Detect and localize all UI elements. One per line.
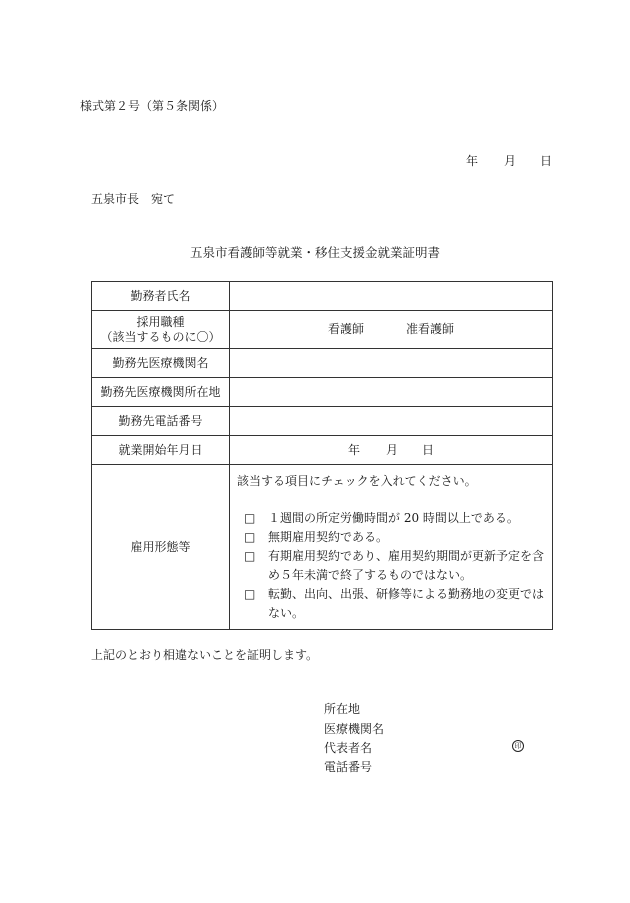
employment-type-cell [230, 465, 553, 630]
checkbox[interactable]: □ [244, 511, 256, 525]
checkbox[interactable]: □ [244, 530, 256, 544]
employment-type-label: 雇用形態等 [92, 465, 230, 630]
job-type-label-line2: （該当するものに〇） [100, 329, 221, 344]
document-title: 五泉市看護師等就業・移住支援金就業証明書 [189, 245, 440, 260]
table-row [92, 311, 553, 349]
certification-statement: 上記のとおり相違ないことを証明します。 [91, 648, 319, 662]
employment-check-item [237, 585, 546, 623]
job-type-options [230, 311, 553, 349]
worker-name-field[interactable] [230, 282, 553, 311]
job-type-label [92, 311, 230, 349]
signature-institution-label: 医療機関名 [324, 722, 385, 736]
signature-address-label: 所在地 [324, 702, 361, 716]
employment-check-item [237, 528, 546, 547]
institution-phone-field[interactable] [230, 407, 553, 436]
check-item-text: １週間の所定労働時間が 20 時間以上である。 [268, 511, 519, 525]
issue-date [466, 152, 552, 169]
signature-representative-label: 代表者名 [324, 741, 373, 755]
checkbox[interactable]: □ [244, 587, 256, 601]
employment-instruction: 該当する項目にチェックを入れてください。 [237, 474, 477, 488]
institution-address-field[interactable] [230, 378, 553, 407]
worker-name-label: 勤務者氏名 [92, 282, 230, 311]
table-row [92, 349, 553, 378]
check-item-text: 有期雇用契約であり、雇用契約期間が更新予定を含め５年未満で終了するものではない。 [268, 549, 545, 582]
table-row [92, 407, 553, 436]
institution-name-field[interactable] [230, 349, 553, 378]
seal-mark: 印 [512, 740, 524, 752]
start-date-field[interactable] [230, 436, 553, 465]
table-row [92, 436, 553, 465]
start-month: 月 [385, 442, 398, 457]
table-row [92, 465, 553, 630]
start-date-label: 就業開始年月日 [92, 436, 230, 465]
addressee: 五泉市長 宛て [91, 192, 176, 206]
institution-name-label: 勤務先医療機関名 [92, 349, 230, 378]
job-type-label-line1: 採用職種 [136, 314, 185, 329]
job-option-nurse[interactable]: 看護師 [328, 322, 365, 336]
date-month: 月 [504, 154, 517, 168]
check-item-text: 無期雇用契約である。 [268, 530, 389, 544]
institution-address-label: 勤務先医療機関所在地 [92, 378, 230, 407]
certificate-table [91, 281, 553, 630]
signature-phone-label: 電話番号 [324, 760, 373, 774]
date-day: 日 [540, 154, 553, 168]
employment-check-item [237, 509, 546, 528]
start-year: 年 [347, 442, 360, 457]
form-number: 様式第２号（第５条関係） [80, 99, 225, 113]
start-day: 日 [422, 442, 435, 457]
date-year: 年 [466, 154, 479, 168]
institution-phone-label: 勤務先電話番号 [92, 407, 230, 436]
job-option-assistant-nurse[interactable]: 准看護師 [406, 322, 455, 336]
checkbox[interactable]: □ [244, 549, 256, 563]
check-item-text: 転勤、出向、出張、研修等による勤務地の変更ではない。 [268, 587, 545, 620]
table-row [92, 282, 553, 311]
table-row [92, 378, 553, 407]
employment-check-item [237, 547, 546, 585]
